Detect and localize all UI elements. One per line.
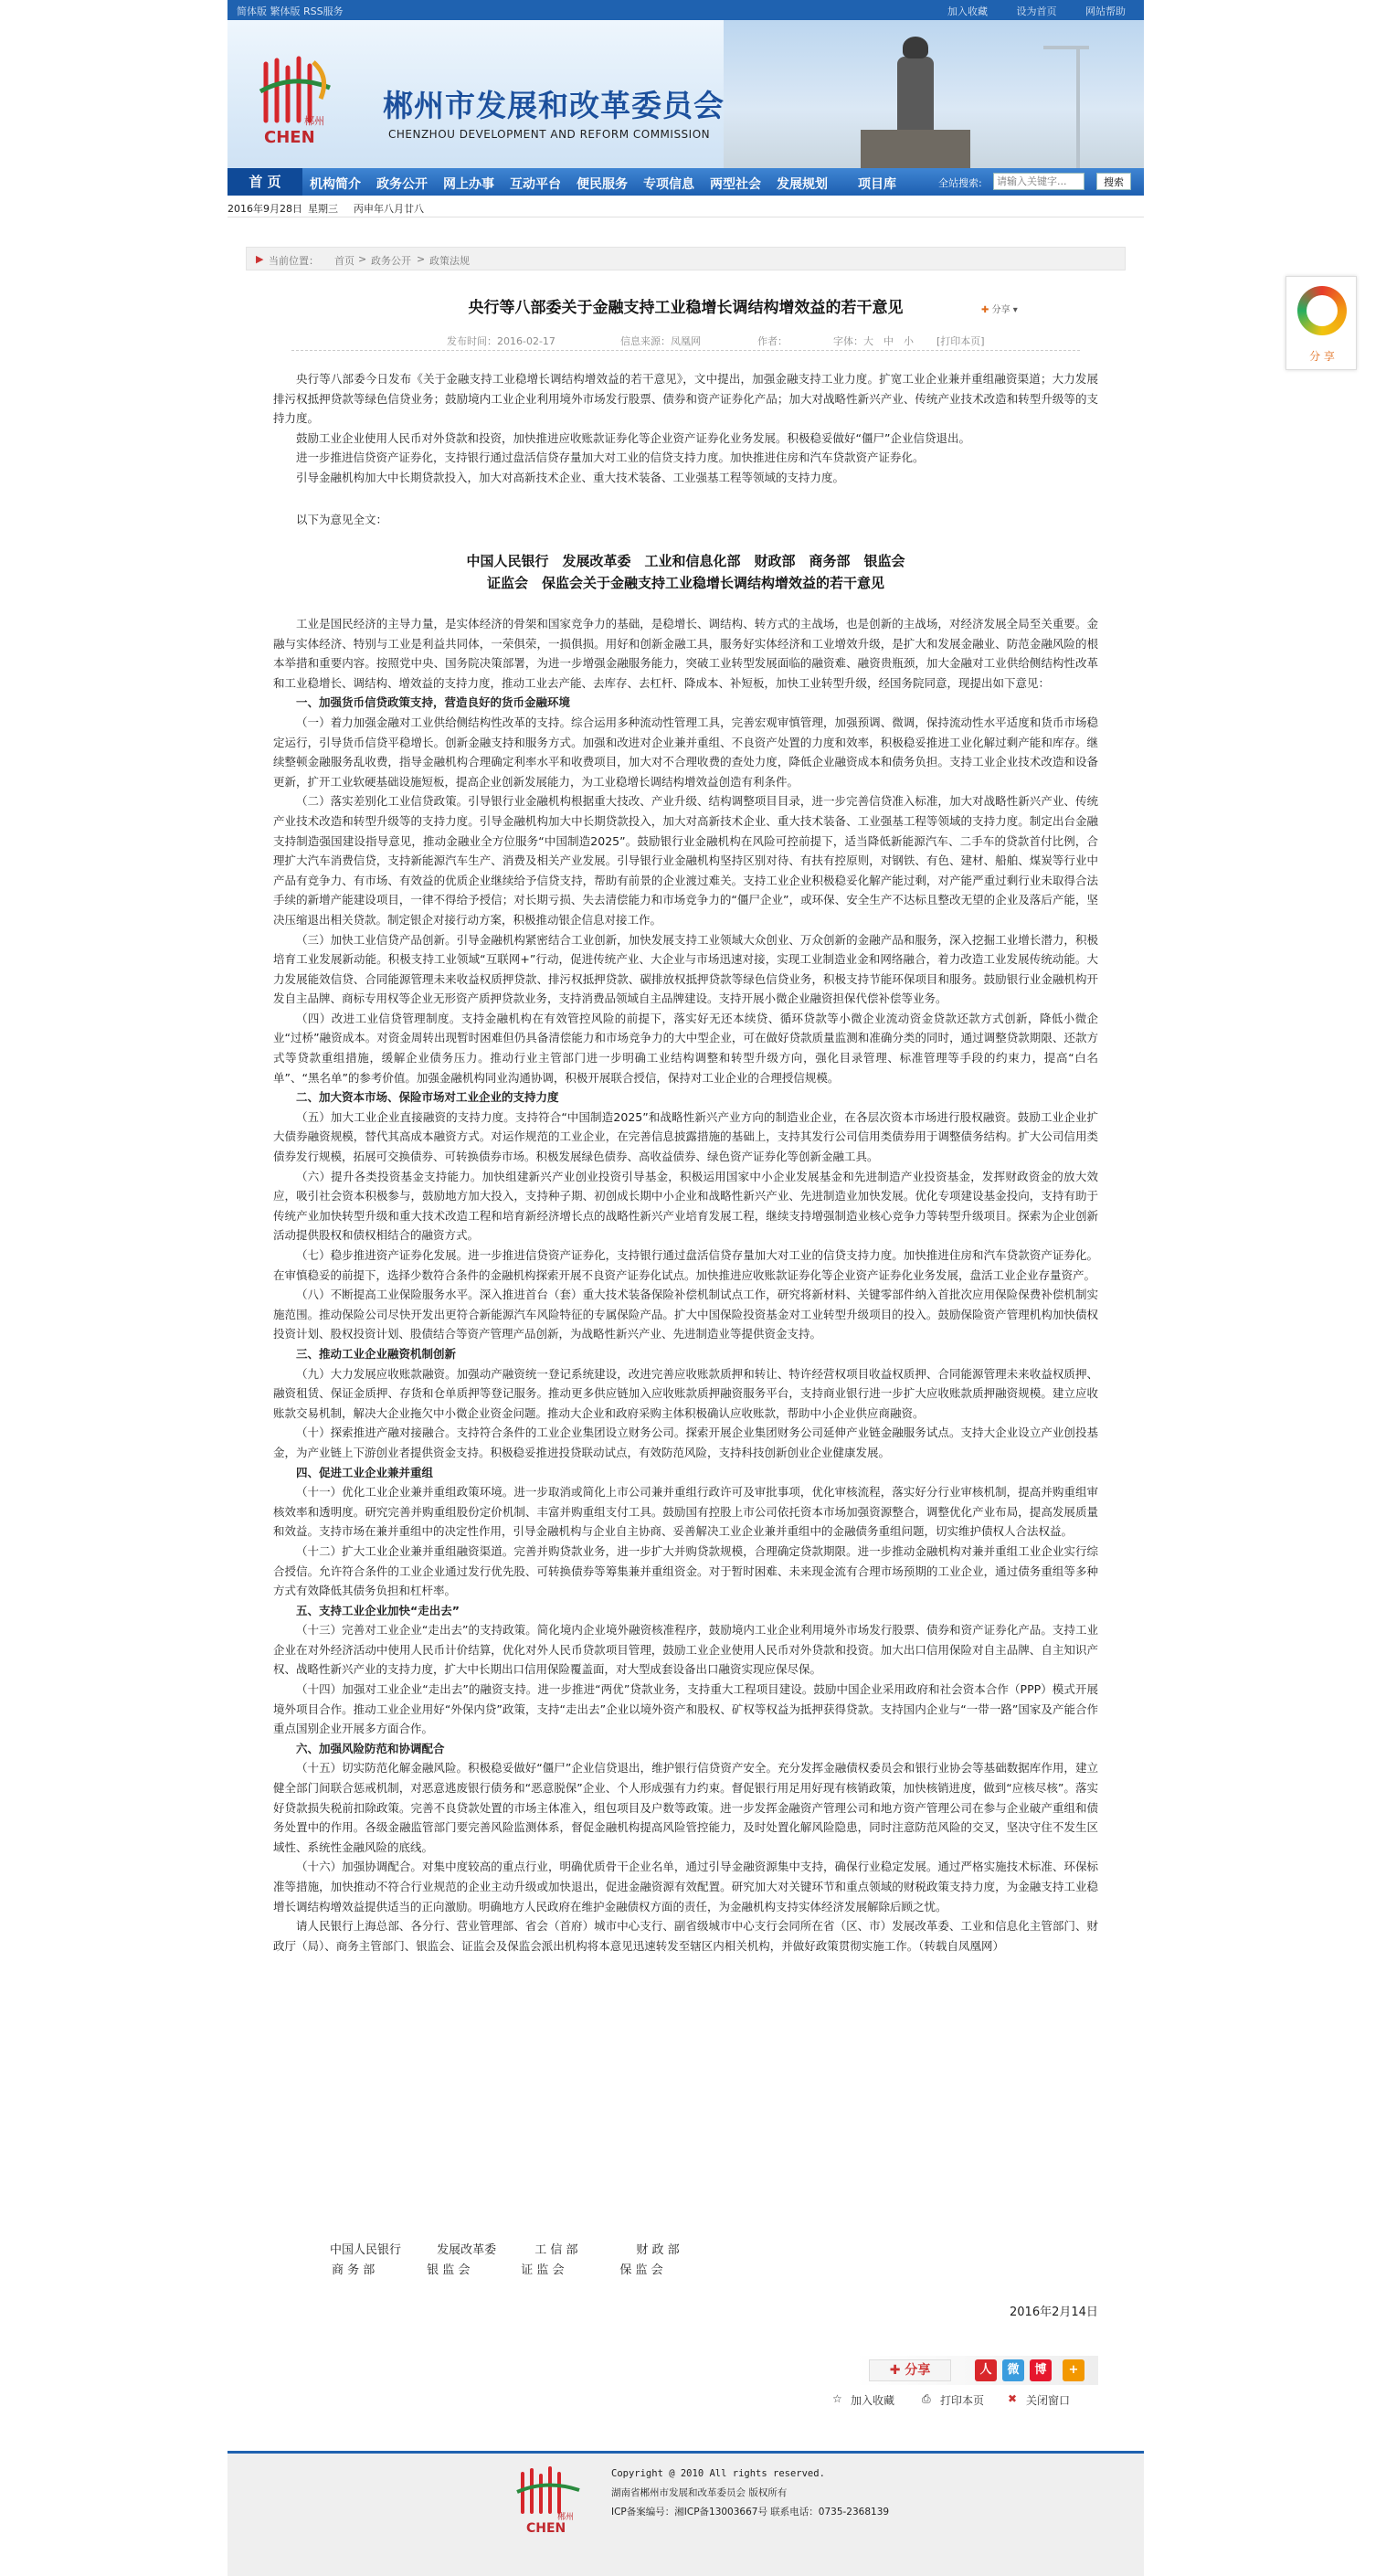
- font-size-switch[interactable]: 字体：大 中 小: [833, 335, 914, 347]
- body-paragraph: （六）提升各类投资基金支持能力。加快组建新兴产业创业投资引导基金，积极运用国家中小企业发展基金和先进制造产业投资基金，发挥财政资金的放大效应，吸引社会资本积极参与，鼓励地方加大投入，支持种子期、初创成长期中小企业和战略性新兴产业、先进制造业加快发展。优化专项建设基金投向，支持有助于传统产业加快转型升级和重大技术改造工程和培育新经济增长点的战略性新兴产业培育发展工程，继续支持增强制造业核心竞争力等转型升级项目。探索为企业创新活动提供股权和债权相结合的融资方式。: [273, 1169, 1098, 1243]
- section-heading: 一、加强货币信贷政策支持，营造良好的货币金融环境: [296, 695, 571, 710]
- info-source: 信息来源：凤凰网: [620, 335, 701, 347]
- nav-item-public-service[interactable]: 便民服务: [577, 177, 628, 192]
- floating-share-widget[interactable]: [1285, 276, 1357, 370]
- article-title: 央行等八部委关于金融支持工业稳增长调结构增效益的若干意见: [468, 299, 904, 317]
- nav-item-two-type-society[interactable]: 两型社会: [710, 177, 761, 192]
- body-paragraph: （十二）扩大工业企业兼并重组融资渠道。完善并购贷款业务，进一步扩大并购贷款规模，合理确定贷款期限。进一步推动金融机构对兼并重组工业企业实行综合授信。允许符合条件的工业企业通过发行优先股、可转换债券等筹集兼并重组资金。对于暂时困难、未来现金流有合理市场预期的工业企业，通过债务重组等多种方式有效降低其债务负担和杠杆率。: [273, 1543, 1098, 1598]
- body-paragraph: （五）加大工业企业直接融资的支持力度。支持符合“中国制造2025”和战略性新兴产业方向的制造业企业，在各层次资本市场进行股权融资。鼓励工业企业扩大债券融资规模，替代其高成本融资方式。对运作规范的工业企业，在完善信息披露措施的基础上，支持其发行公司信用类债券用于调整债务结构。扩大公司信用类债券发行规模，拓展可交换债券、可转换债券市场。积极发展绿色债券、高收益债券、绿色资产证券化等创新金融工具。: [273, 1109, 1098, 1164]
- section-heading: 六、加强风险防范和协调配合: [296, 1741, 445, 1755]
- lead-paragraph: 以下为意见全文：: [296, 513, 388, 526]
- print-link[interactable]: [打印本页]: [936, 335, 985, 347]
- signatory: 银 监 会: [427, 2263, 471, 2277]
- intro-paragraph: 鼓励工业企业使用人民币对外贷款和投资，加快推进应收账款证券化等企业资产证券化业务发展。积极稳妥做好“僵尸”企业信贷退出。: [296, 430, 970, 445]
- date-line: [227, 196, 1144, 217]
- signatory-row: [330, 2241, 680, 2261]
- page-frame: [227, 0, 1144, 2576]
- print-icon: ⎙: [922, 2392, 931, 2405]
- breadcrumb-home[interactable]: 首页: [334, 255, 354, 267]
- breadcrumb-sep: >: [417, 253, 426, 265]
- breadcrumb: [246, 247, 1126, 270]
- share-icon: ✚: [889, 2363, 901, 2378]
- current-weekday: 星期三: [308, 203, 338, 215]
- lead-text: [273, 510, 1098, 530]
- site-title: 郴州市发展和改革委员会: [383, 88, 725, 123]
- street-lamp-arm: [1043, 46, 1089, 49]
- nav-item-projects[interactable]: 项目库: [858, 177, 896, 192]
- chen-logo-icon[interactable]: [257, 55, 335, 146]
- body-paragraph: （四）改进工业信贷管理制度。支持金融机构在有效管控风险的前提下，落实好无还本续贷、循环贷款等小微企业流动资金贷款还款方式创新，降低小微企业“过桥”融资成本。对资金周转出现暂时困难但仍具备清偿能力和市场竞争力的大中型企业，可在做好贷款质量监测和准确分类的同时，通过调整贷款期限、还款方式等贷款重组措施，缓解企业债务压力。推动行业主管部门进一步明确工业结构调整和转型升级方向，强化目录管理、标准管理等手段的约束力，提高“白名单”、“黑名单”的参考价值。加强金融机构同业沟通协调，积极开展联合授信，保持对工业企业的合理授信规模。: [273, 1011, 1098, 1085]
- wechat-icon[interactable]: 微: [1002, 2359, 1024, 2381]
- body-paragraph: （十一）优化工业企业兼并重组政策环境。进一步取消或简化上市公司兼并重组行政许可及审批事项，优化审核流程，落实好分行业审核机制，提高并购重组审核效率和透明度。研究完善并购重组股份定价机制、丰富并购重组支付工具。鼓励国有控股上市公司依托资本市场加强资源整合，调整优化产业布局，提高发展质量和效益。支持市场在兼并重组中的决定性作用，引导金融机构与企业自主协商、妥善解决工业企业兼并重组中的金融债务重组问题，切实维护债权人合法权益。: [273, 1485, 1098, 1539]
- signatory: 商 务 部: [332, 2263, 376, 2277]
- body-paragraph: （十五）切实防范化解金融风险。积极稳妥做好“僵尸”企业信贷退出，维护银行信贷资产安全。充分发挥金融债权委员会和银行业协会等基础数据库作用，建立健全部门间联合惩戒机制，对恶意逃废银行债务和“恶意脱保”企业、个人形成强有力约束。督促银行用足用好现有核销政策，加快核销进度，做到“应核尽核”。落实好贷款损失税前扣除政策。完善不良贷款处置的市场主体准入，组包项目及户数等政策。进一步发挥金融资产管理公司和地方资产管理公司在参与企业破产重组和债务处置中的作用。各级金融监管部门要完善风险监测体系，督促金融机构提高风险管控能力，及时处置化解风险隐患，同时注意防范风险的交叉，坚决守住不发生区域性、系统性金融风险的底线。: [273, 1761, 1098, 1854]
- header-banner: [227, 20, 1144, 168]
- search-button[interactable]: 搜索: [1096, 173, 1131, 190]
- set-homepage-link[interactable]: 设为首页: [1016, 5, 1057, 17]
- body-paragraph: （二）落实差别化工业信贷政策。引导银行业金融机构根据重大技改、产业升级、结构调整项目目录，进一步完善信贷准入标准，加大对战略性新兴产业、传统产业技术改造和转型升级等的支持力度。引导金融机构加大中长期贷款投入，加大对高新技术企业、重大技术装备、工业强基工程等领域的支持力度。制定出台金融支持制造强国建设指导意见，推动金融业全方位服务“中国制造2025”。鼓励银行业金融机构在风险可控前提下，适当降低新能源汽车、二手车的贷款首付比例，合理扩大汽车消费信贷，支持新能源汽车生产、消费及相关产业发展。引导银行业金融机构坚持区别对待、有扶有控原则，对钢铁、有色、建材、船舶、煤炭等行业中产品有竞争力、有市场、有效益的优质企业继续给予信贷支持，帮助有前景的企业渡过难关。支持工业企业积极稳妥化解产能过剩，对产能严重过剩行业未取得合法手续的新增产能建设项目，一律不得给予授信；对长期亏损、失去清偿能力和市场竞争力的“僵尸企业”，或环保、安全生产不达标且整改无望的企业及落后产能，坚决压缩退出相关贷款。制定银企对接行动方案，积极推动银企信息对接工作。: [273, 794, 1098, 927]
- nav-item-about[interactable]: 机构简介: [310, 177, 361, 192]
- publish-date: 发布时间：2016-02-17: [447, 335, 555, 347]
- article-intro: [273, 369, 1098, 488]
- top-utility-bar: [227, 0, 1144, 20]
- svg-text:CHEN: CHEN: [264, 128, 315, 146]
- svg-text:郴州: 郴州: [557, 2513, 575, 2522]
- site-help-link[interactable]: 网站帮助: [1085, 5, 1126, 17]
- signatory: 证 监 会: [521, 2263, 565, 2277]
- street-lamp-pole: [1076, 48, 1080, 168]
- body-paragraph: （一）着力加强金融对工业供给侧结构性改革的支持。综合运用多种流动性管理工具，完善宏观审慎管理，加强预调、微调，保持流动性水平适度和货币市场稳定运行，引导货币信贷平稳增长。创新金融支持和服务方式。加强和改进对企业兼并重组、不良资产处置的力度和效率，积极稳妥推进工业化解过剩产能和库存。继续整顿金融服务乱收费，指导金融机构合理确定利率水平和收费项目，加大对不合理收费的查处力度，降低企业融资成本和债务负担。支持工业企业技术改造和设备更新，扩开工业软硬基础设施短板，提高企业创新发展能力，为工业稳增长调结构增效益创造有利条件。: [273, 715, 1098, 789]
- section-heading: 四、促进工业企业兼并重组: [296, 1465, 434, 1479]
- body-paragraph: 请人民银行上海总部、各分行、营业管理部、省会（首府）城市中心支行、副省级城市中心支行会同所在省（区、市）发展改革委、工业和信息化主管部门、财政厅（局）、商务主管部门、银监会、证监会及保监会派出机构将本意见迅速转发至辖区内相关机构，并做好政策贯彻实施工作。（转载自凤凰网）: [273, 1919, 1098, 1953]
- close-window-button[interactable]: 关闭窗口: [1026, 2394, 1071, 2407]
- svg-text:CHEN: CHEN: [526, 2521, 566, 2534]
- body-paragraph: 工业是国民经济的主导力量，是实体经济的骨架和国家竞争力的基础，是稳增长、调结构、转方式的主战场，也是创新的主战场，对经济发展全局至关重要。金融与实体经济、特别与工业是利益共同体，一荣俱荣，一损俱损。用好和创新金融工具，服务好实体经济和工业增效升级，是扩大和发展金融业、防范金融风险的根本举措和重要内容。按照党中央、国务院决策部署，为进一步增强金融服务能力，突破工业转型发展面临的融资难、融资贵瓶颈，加大金融对工业供给侧结构性改革和工业稳增长、调结构、增效益的支持力度，推动工业去产能、去库存、去杠杆、降成本、补短板，加快工业转型升级，经国务院同意，现提出如下意见：: [273, 617, 1098, 690]
- current-date: 2016年9月28日: [227, 203, 302, 215]
- footer-text: [611, 2465, 889, 2522]
- floating-share-label: 分 享: [1309, 350, 1335, 363]
- nav-item-online-service[interactable]: 网上办事: [443, 177, 494, 192]
- nav-item-special-info[interactable]: 专项信息: [643, 177, 694, 192]
- topbar-links: [922, 4, 1126, 18]
- share-mini-button[interactable]: ✚ 分享 ▾: [981, 305, 1018, 315]
- site-subtitle: CHENZHOU DEVELOPMENT AND REFORM COMMISSION: [388, 128, 711, 141]
- breadcrumb-label: 当前位置：: [269, 255, 319, 267]
- version-links[interactable]: 简体版 繁体版 RSS服务: [237, 5, 344, 17]
- signatories: [330, 2241, 680, 2281]
- intro-paragraph: 央行等八部委今日发布《关于金融支持工业稳增长调结构增效益的若干意见》，文中提出，加强金融支持工业力度。扩宽工业企业兼并重组融资渠道；大力发展排污权抵押贷款等绿色信贷业务；鼓励境内工业企业利用境外市场发行股票、债券和资产证券化产品；加大对战略性新兴产业、传统产业技术改造和转型升级等的支持力度。: [273, 372, 1098, 426]
- search-input[interactable]: [993, 173, 1084, 190]
- footer: [227, 2451, 1144, 2576]
- section-heading: 三、推动工业企业融资机制创新: [296, 1346, 457, 1361]
- main-nav: [227, 168, 1144, 196]
- close-icon: ✖: [1008, 2392, 1018, 2405]
- body-paragraph: （七）稳步推进资产证券化发展。进一步推进信贷资产证券化，支持银行通过盘活信贷存量加大对工业的信贷支持力度。加快推进住房和汽车贷款资产证券化。在审慎稳妥的前提下，选择少数符合条件的金融机构探索开展不良资产证券化试点。加快推进应收账款证券化等企业资产证券化业务发展，盘活工业企业存量资产。: [273, 1248, 1098, 1282]
- horse-statue: [903, 37, 928, 58]
- nav-item-planning[interactable]: 发展规划: [777, 177, 828, 192]
- doc-title-line-2: 证监会 保监会关于金融支持工业稳增长调结构增效益的若干意见: [486, 575, 884, 591]
- breadcrumb-gov-open[interactable]: 政务公开: [371, 255, 411, 267]
- body-paragraph: （十四）加强对工业企业“走出去”的融资支持。进一步推进“两优”贷款业务，支持重大工程项目建设。鼓励中国企业采用政府和社会资本合作（PPP）模式开展境外项目合作。推动工业企业用好“外保内贷”政策，支持“走出去”企业以境外资产和股权、矿权等权益为抵押获得贷款。支持国内企业与“一带一路”国家及产能合作重点国别企业开展多方面合作。: [273, 1682, 1098, 1736]
- signatory: 发展改革委: [437, 2243, 497, 2257]
- share-logo-icon: [1297, 286, 1347, 335]
- signatory: 财 政 部: [636, 2243, 680, 2257]
- footer-owner: 湖南省郴州市发展和改革委员会 版权所有: [611, 2487, 788, 2498]
- body-paragraph: （十）探索推进产融对接融合。支持符合条件的工业企业集团设立财务公司。探索开展企业集团财务公司延伸产业链金融服务试点。支持大企业设立产业创投基金，为产业链上下游创业者提供资金支持。积极稳妥推进投贷联动试点，有效防范风险，支持科技创新创业企业健康发展。: [273, 1426, 1098, 1459]
- share-mini-label: 分享: [991, 305, 1010, 315]
- footer-icp: ICP备案编号：湘ICP备13003667号 联系电话：0735-2368139: [611, 2507, 890, 2518]
- add-favorite-link[interactable]: 加入收藏: [947, 5, 988, 17]
- favorite-icon: ☆: [832, 2392, 842, 2405]
- add-favorite-button[interactable]: 加入收藏: [851, 2394, 895, 2407]
- breadcrumb-marker-icon: ▶: [256, 253, 264, 265]
- signatory-row: [330, 2261, 680, 2281]
- doc-title-line-1: 中国人民银行 发展改革委 工业和信息化部 财政部 商务部 银监会: [466, 553, 905, 569]
- share-icon: ✚: [981, 305, 989, 315]
- body-paragraph: （八）不断提高工业保险服务水平。深入推进首台（套）重大技术装备保险补偿机制试点工作，研究将新材料、关键零部件纳入首批次应用保险保费补偿机制实施范围。推动保险公司尽快开发出更符合新能源汽车风险特征的专属保险产品。扩大中国保险投资基金对工业转型升级项目的投入。鼓励保险资产管理机构加快债权投资计划、股权投资计划、股债结合等资产管理产品创新，为战略性新兴产业、先进制造业等提供资金支持。: [273, 1288, 1098, 1341]
- share-bar: [856, 2356, 1098, 2385]
- nav-item-interactive[interactable]: 互动平台: [510, 177, 561, 192]
- body-paragraph: （十六）加强协调配合。对集中度较高的重点行业，明确优质骨干企业名单，通过引导金融资源集中支持，确保行业稳定发展。通过严格实施技术标准、环保标准等措施，加快推动不符合行业规范的企业主动升级或加快退出，促进金融资源有效配置。研究加大对关键环节和重点领域的财税政策支持力度，为金融支持工业稳增长调结构增效益提供适当的正向激励。明确地方人民政府在维护金融债权方面的责任，为金融机构支持实体经济发展解除后顾之忧。: [273, 1860, 1098, 1913]
- print-button[interactable]: 打印本页: [940, 2394, 985, 2407]
- author: 作者：: [757, 335, 788, 347]
- article-meta: [291, 329, 1080, 351]
- body-paragraph: （三）加快工业信贷产品创新。引导金融机构紧密结合工业创新，加快发展支持工业领域大众创业、万众创新的金融产品和服务，深入挖掘工业增长潜力，积极培育工业发展新动能。积极支持工业领域“互联网+”行动，促进传统产业、大企业与市场迅速对接，实现工业制造业金和网络融合，着力改造工业发展传统动能。大力发展能效信贷、合同能源管理未来收益权质押贷款、排污权抵押贷款、碳排放权抵押贷款等绿色信贷业务，积极支持节能环保项目和服务。鼓励银行业金融机构开发自主品牌、商标专用权等企业无形资产质押贷款业务，支持消费品领域自主品牌建设。支持开展小微企业融资担保代偿补偿等业务。: [273, 932, 1098, 1006]
- signatory: 保 监 会: [619, 2263, 663, 2277]
- signatory: 中国人民银行: [330, 2243, 402, 2257]
- article-body: [273, 614, 1098, 1956]
- body-paragraph: （九）大力发展应收账款融资。加强动产融资统一登记系统建设，改进完善应收账款质押和转让、特许经营权项目收益权质押、合同能源管理未来收益权质押、融资租赁、保证金质押、存货和仓单质押等登记服务。推动更多供应链加入应收账款质押融资服务平台，支持商业银行进一步扩大应收账款质押融资规模。建立应收账款交易机制，解决大企业拖欠中小微企业资金问题。推动大企业和政府采购主体积极确认应收账款，帮助中小企业供应商融资。: [273, 1366, 1098, 1420]
- intro-paragraph: 引导金融机构加大中长期贷款投入，加大对高新技术企业、重大技术装备、工业强基工程等领域的支持力度。: [296, 470, 845, 484]
- search-label: 全站搜索:: [938, 177, 982, 189]
- intro-paragraph: 进一步推进信贷资产证券化，支持银行通过盘活信贷存量加大对工业的信贷支持力度。加快推进住房和汽车贷款资产证券化。: [296, 451, 925, 465]
- more-share-icon[interactable]: +: [1063, 2359, 1084, 2381]
- section-heading: 五、支持工业企业加快“走出去”: [296, 1603, 460, 1617]
- monument-base: [861, 130, 970, 168]
- nav-item-gov-open[interactable]: 政务公开: [376, 177, 428, 192]
- share-button-label: 分享: [905, 2363, 931, 2378]
- breadcrumb-sep: >: [358, 253, 367, 265]
- share-button[interactable]: [869, 2359, 951, 2381]
- svg-text:郴州: 郴州: [304, 115, 324, 127]
- renren-icon[interactable]: 人: [975, 2359, 997, 2381]
- signatory: 工 信 部: [534, 2243, 578, 2257]
- body-paragraph: （十三）完善对工业企业“走出去”的支持政策。简化境内企业境外融资核准程序，鼓励境内工业企业利用境外市场发行股票、债券和资产证券化产品。支持工业企业在对外经济活动中使用人民币计价结算，优化对外人民币贷款项目管理，鼓励工业企业使用人民币对外贷款和投资。加大出口信用保险对自主品牌、自主知识产权、战略性新兴产业的支持力度，扩大中长期出口信用保险覆盖面，对大型成套设备出口融资实现应保尽保。: [273, 1623, 1098, 1677]
- lunar-date: 丙申年八月廿八: [354, 203, 424, 215]
- sign-date: 2016年2月14日: [1010, 2306, 1098, 2319]
- footer-copyright: Copyright @ 2010 All rights reserved.: [611, 2468, 825, 2479]
- section-heading: 二、加大资本市场、保险市场对工业企业的支持力度: [296, 1090, 559, 1105]
- weibo-icon[interactable]: 博: [1030, 2359, 1052, 2381]
- nav-home[interactable]: 首 页: [227, 168, 302, 196]
- footer-logo-icon: [513, 2466, 587, 2534]
- breadcrumb-policy[interactable]: 政策法规: [429, 255, 470, 267]
